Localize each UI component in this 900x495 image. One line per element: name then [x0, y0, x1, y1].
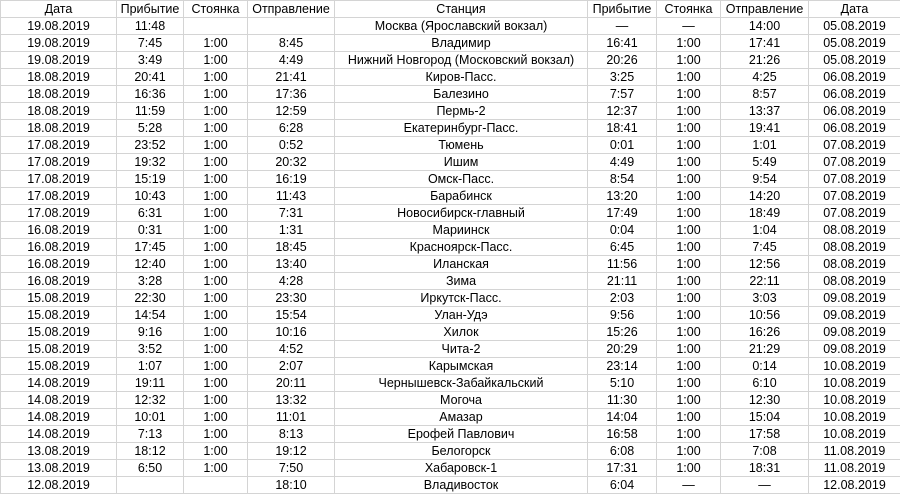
cell-station[interactable]: Москва (Ярославский вокзал) — [335, 18, 588, 35]
cell-date-right[interactable]: 08.08.2019 — [809, 239, 900, 256]
cell-departure-right[interactable]: 1:01 — [721, 137, 809, 154]
cell-stop-right[interactable]: 1:00 — [657, 273, 721, 290]
table-row — [1, 18, 900, 35]
table-row — [1, 35, 900, 52]
cell-date-left[interactable]: 17.08.2019 — [1, 137, 117, 154]
cell-arrival-left[interactable]: 0:31 — [117, 222, 184, 239]
cell-departure-right[interactable]: 4:25 — [721, 69, 809, 86]
cell-arrival-right[interactable]: 9:56 — [588, 307, 657, 324]
cell-date-left[interactable]: 15.08.2019 — [1, 341, 117, 358]
cell-station[interactable]: Омск-Пасс. — [335, 171, 588, 188]
table-row — [1, 290, 900, 307]
cell-departure-left[interactable]: 16:19 — [248, 171, 335, 188]
cell-departure-right[interactable]: 17:41 — [721, 35, 809, 52]
cell-departure-right[interactable]: 3:03 — [721, 290, 809, 307]
cell-date-left[interactable]: 16.08.2019 — [1, 239, 117, 256]
cell-date-left[interactable]: 18.08.2019 — [1, 69, 117, 86]
cell-station[interactable]: Новосибирск-главный — [335, 205, 588, 222]
cell-date-left[interactable]: 16.08.2019 — [1, 273, 117, 290]
cell-date-right[interactable]: 05.08.2019 — [809, 18, 900, 35]
cell-date-left[interactable]: 12.08.2019 — [1, 477, 117, 494]
cell-departure-left[interactable]: 4:52 — [248, 341, 335, 358]
cell-date-right[interactable]: 09.08.2019 — [809, 341, 900, 358]
cell-date-left[interactable]: 15.08.2019 — [1, 290, 117, 307]
cell-arrival-right[interactable]: 15:26 — [588, 324, 657, 341]
cell-date-right[interactable]: 10.08.2019 — [809, 375, 900, 392]
cell-stop-left[interactable]: 1:00 — [184, 86, 248, 103]
cell-departure-left[interactable]: 8:45 — [248, 35, 335, 52]
cell-station[interactable]: Балезино — [335, 86, 588, 103]
cell-stop-left[interactable]: 1:00 — [184, 290, 248, 307]
cell-date-left[interactable]: 19.08.2019 — [1, 52, 117, 69]
cell-departure-left[interactable]: 19:12 — [248, 443, 335, 460]
cell-date-left[interactable]: 17.08.2019 — [1, 154, 117, 171]
cell-stop-left[interactable]: 1:00 — [184, 171, 248, 188]
cell-arrival-right[interactable]: 3:25 — [588, 69, 657, 86]
cell-stop-left[interactable]: 1:00 — [184, 375, 248, 392]
cell-arrival-left[interactable]: 7:45 — [117, 35, 184, 52]
cell-departure-right[interactable]: 15:04 — [721, 409, 809, 426]
cell-departure-right[interactable]: 14:20 — [721, 188, 809, 205]
cell-station[interactable]: Нижний Новгород (Московский вокзал) — [335, 52, 588, 69]
cell-date-right[interactable]: 06.08.2019 — [809, 103, 900, 120]
cell-station[interactable]: Улан-Удэ — [335, 307, 588, 324]
cell-date-left[interactable]: 15.08.2019 — [1, 324, 117, 341]
cell-stop-right[interactable]: 1:00 — [657, 358, 721, 375]
cell-departure-right[interactable]: 16:26 — [721, 324, 809, 341]
cell-stop-right[interactable]: 1:00 — [657, 341, 721, 358]
cell-departure-left[interactable]: 13:40 — [248, 256, 335, 273]
cell-stop-right[interactable]: 1:00 — [657, 409, 721, 426]
cell-departure-right[interactable]: 7:45 — [721, 239, 809, 256]
cell-date-left[interactable]: 13.08.2019 — [1, 443, 117, 460]
table-row — [1, 154, 900, 171]
cell-departure-left[interactable] — [248, 18, 335, 35]
table-row — [1, 188, 900, 205]
cell-arrival-right[interactable]: 8:54 — [588, 171, 657, 188]
cell-station[interactable]: Иркутск-Пасс. — [335, 290, 588, 307]
cell-departure-left[interactable]: 8:13 — [248, 426, 335, 443]
cell-date-left[interactable]: 17.08.2019 — [1, 171, 117, 188]
cell-arrival-right[interactable]: 7:57 — [588, 86, 657, 103]
cell-date-left[interactable]: 17.08.2019 — [1, 188, 117, 205]
cell-date-right[interactable]: 12.08.2019 — [809, 477, 900, 494]
table-row — [1, 477, 900, 494]
cell-arrival-left[interactable]: 14:54 — [117, 307, 184, 324]
cell-departure-left[interactable]: 15:54 — [248, 307, 335, 324]
cell-date-right[interactable]: 05.08.2019 — [809, 35, 900, 52]
cell-date-right[interactable]: 08.08.2019 — [809, 222, 900, 239]
cell-arrival-left[interactable]: 6:31 — [117, 205, 184, 222]
table-row — [1, 171, 900, 188]
cell-stop-left[interactable] — [184, 18, 248, 35]
header-station[interactable]: Станция — [335, 1, 588, 18]
cell-date-left[interactable]: 15.08.2019 — [1, 358, 117, 375]
cell-arrival-left[interactable]: 11:48 — [117, 18, 184, 35]
cell-date-left[interactable]: 14.08.2019 — [1, 409, 117, 426]
cell-date-right[interactable]: 10.08.2019 — [809, 358, 900, 375]
cell-date-right[interactable]: 07.08.2019 — [809, 171, 900, 188]
cell-date-left[interactable]: 19.08.2019 — [1, 18, 117, 35]
cell-arrival-left[interactable]: 6:50 — [117, 460, 184, 477]
cell-stop-left[interactable]: 1:00 — [184, 69, 248, 86]
cell-date-right[interactable]: 07.08.2019 — [809, 205, 900, 222]
cell-date-left[interactable]: 14.08.2019 — [1, 392, 117, 409]
cell-station[interactable]: Ерофей Павлович — [335, 426, 588, 443]
cell-arrival-right[interactable]: 13:20 — [588, 188, 657, 205]
table-row — [1, 273, 900, 290]
cell-departure-right[interactable]: 1:04 — [721, 222, 809, 239]
cell-arrival-right[interactable]: 0:04 — [588, 222, 657, 239]
cell-arrival-right[interactable]: 2:03 — [588, 290, 657, 307]
cell-stop-left[interactable]: 1:00 — [184, 154, 248, 171]
cell-arrival-left[interactable]: 19:32 — [117, 154, 184, 171]
cell-stop-left[interactable]: 1:00 — [184, 222, 248, 239]
cell-departure-left[interactable]: 20:11 — [248, 375, 335, 392]
cell-stop-left[interactable]: 1:00 — [184, 426, 248, 443]
cell-arrival-left[interactable]: 5:28 — [117, 120, 184, 137]
cell-arrival-right[interactable]: 14:04 — [588, 409, 657, 426]
cell-stop-right[interactable]: 1:00 — [657, 137, 721, 154]
cell-arrival-left[interactable]: 18:12 — [117, 443, 184, 460]
cell-departure-right[interactable]: 19:41 — [721, 120, 809, 137]
cell-stop-left[interactable]: 1:00 — [184, 239, 248, 256]
cell-departure-left[interactable]: 13:32 — [248, 392, 335, 409]
cell-station[interactable]: Красноярск-Пасс. — [335, 239, 588, 256]
cell-station[interactable]: Зима — [335, 273, 588, 290]
cell-arrival-right[interactable]: 18:41 — [588, 120, 657, 137]
cell-station[interactable]: Владимир — [335, 35, 588, 52]
cell-arrival-left[interactable]: 10:01 — [117, 409, 184, 426]
header-arrival-right[interactable]: Прибытие — [588, 1, 657, 18]
cell-arrival-right[interactable]: 0:01 — [588, 137, 657, 154]
cell-date-right[interactable]: 07.08.2019 — [809, 188, 900, 205]
table-row — [1, 239, 900, 256]
cell-stop-right[interactable]: 1:00 — [657, 222, 721, 239]
table-row — [1, 137, 900, 154]
cell-arrival-left[interactable]: 16:36 — [117, 86, 184, 103]
cell-stop-right[interactable]: 1:00 — [657, 69, 721, 86]
cell-stop-right[interactable]: 1:00 — [657, 443, 721, 460]
cell-departure-right[interactable]: 17:58 — [721, 426, 809, 443]
cell-arrival-left[interactable]: 9:16 — [117, 324, 184, 341]
cell-station[interactable]: Тюмень — [335, 137, 588, 154]
cell-stop-left[interactable]: 1:00 — [184, 392, 248, 409]
cell-date-right[interactable]: 05.08.2019 — [809, 52, 900, 69]
cell-departure-left[interactable]: 7:31 — [248, 205, 335, 222]
cell-arrival-right[interactable]: 6:04 — [588, 477, 657, 494]
cell-departure-left[interactable]: 10:16 — [248, 324, 335, 341]
cell-departure-left[interactable]: 0:52 — [248, 137, 335, 154]
cell-stop-left[interactable]: 1:00 — [184, 137, 248, 154]
cell-arrival-right[interactable]: — — [588, 18, 657, 35]
cell-stop-left[interactable]: 1:00 — [184, 35, 248, 52]
cell-departure-left[interactable]: 6:28 — [248, 120, 335, 137]
cell-departure-right[interactable]: 18:31 — [721, 460, 809, 477]
cell-stop-right[interactable]: 1:00 — [657, 188, 721, 205]
cell-stop-left[interactable]: 1:00 — [184, 120, 248, 137]
cell-date-left[interactable]: 15.08.2019 — [1, 307, 117, 324]
cell-arrival-right[interactable]: 17:49 — [588, 205, 657, 222]
cell-stop-right[interactable]: 1:00 — [657, 375, 721, 392]
cell-arrival-right[interactable]: 16:58 — [588, 426, 657, 443]
cell-stop-right[interactable]: 1:00 — [657, 120, 721, 137]
cell-departure-left[interactable]: 2:07 — [248, 358, 335, 375]
cell-stop-left[interactable]: 1:00 — [184, 205, 248, 222]
cell-departure-right[interactable]: 0:14 — [721, 358, 809, 375]
cell-departure-right[interactable]: 10:56 — [721, 307, 809, 324]
cell-arrival-right[interactable]: 6:45 — [588, 239, 657, 256]
cell-stop-left[interactable]: 1:00 — [184, 460, 248, 477]
table-row — [1, 324, 900, 341]
cell-stop-right[interactable]: 1:00 — [657, 460, 721, 477]
cell-stop-left[interactable] — [184, 477, 248, 494]
cell-station[interactable]: Хабаровск-1 — [335, 460, 588, 477]
cell-stop-left[interactable]: 1:00 — [184, 341, 248, 358]
cell-stop-left[interactable]: 1:00 — [184, 103, 248, 120]
cell-arrival-right[interactable]: 20:29 — [588, 341, 657, 358]
cell-departure-left[interactable]: 12:59 — [248, 103, 335, 120]
cell-arrival-left[interactable]: 19:11 — [117, 375, 184, 392]
cell-stop-left[interactable]: 1:00 — [184, 52, 248, 69]
cell-arrival-left[interactable]: 7:13 — [117, 426, 184, 443]
cell-arrival-left[interactable]: 15:19 — [117, 171, 184, 188]
cell-station[interactable]: Барабинск — [335, 188, 588, 205]
cell-arrival-right[interactable]: 20:26 — [588, 52, 657, 69]
cell-departure-right[interactable]: 5:49 — [721, 154, 809, 171]
header-row — [1, 1, 900, 18]
cell-stop-left[interactable]: 1:00 — [184, 307, 248, 324]
header-date-right[interactable]: Дата — [809, 1, 900, 18]
table-row — [1, 460, 900, 477]
header-date-left[interactable]: Дата — [1, 1, 117, 18]
cell-date-right[interactable]: 06.08.2019 — [809, 69, 900, 86]
cell-departure-left[interactable]: 4:28 — [248, 273, 335, 290]
cell-departure-right[interactable]: 21:26 — [721, 52, 809, 69]
cell-departure-right[interactable]: 14:00 — [721, 18, 809, 35]
cell-station[interactable]: Амазар — [335, 409, 588, 426]
cell-stop-right[interactable]: 1:00 — [657, 324, 721, 341]
cell-station[interactable]: Чернышевск-Забайкальский — [335, 375, 588, 392]
table-row — [1, 426, 900, 443]
cell-arrival-left[interactable]: 10:43 — [117, 188, 184, 205]
cell-arrival-left[interactable]: 3:49 — [117, 52, 184, 69]
cell-departure-left[interactable]: 18:45 — [248, 239, 335, 256]
cell-departure-left[interactable]: 11:43 — [248, 188, 335, 205]
cell-stop-right[interactable]: 1:00 — [657, 52, 721, 69]
cell-departure-left[interactable]: 23:30 — [248, 290, 335, 307]
cell-stop-right[interactable]: 1:00 — [657, 154, 721, 171]
cell-stop-left[interactable]: 1:00 — [184, 273, 248, 290]
cell-departure-right[interactable]: 12:56 — [721, 256, 809, 273]
cell-station[interactable]: Чита-2 — [335, 341, 588, 358]
cell-stop-left[interactable]: 1:00 — [184, 443, 248, 460]
cell-stop-left[interactable]: 1:00 — [184, 256, 248, 273]
cell-station[interactable]: Могоча — [335, 392, 588, 409]
cell-arrival-right[interactable]: 11:56 — [588, 256, 657, 273]
table-row — [1, 120, 900, 137]
cell-station[interactable]: Пермь-2 — [335, 103, 588, 120]
cell-date-left[interactable]: 14.08.2019 — [1, 375, 117, 392]
cell-stop-right[interactable]: 1:00 — [657, 256, 721, 273]
cell-date-right[interactable]: 07.08.2019 — [809, 137, 900, 154]
cell-date-right[interactable]: 09.08.2019 — [809, 307, 900, 324]
cell-arrival-right[interactable]: 12:37 — [588, 103, 657, 120]
table-row — [1, 307, 900, 324]
cell-departure-right[interactable]: 8:57 — [721, 86, 809, 103]
cell-departure-left[interactable]: 20:32 — [248, 154, 335, 171]
table-row — [1, 205, 900, 222]
table-row — [1, 256, 900, 273]
cell-station[interactable]: Иланская — [335, 256, 588, 273]
cell-departure-right[interactable]: 22:11 — [721, 273, 809, 290]
cell-arrival-left[interactable]: 20:41 — [117, 69, 184, 86]
cell-date-left[interactable]: 18.08.2019 — [1, 120, 117, 137]
cell-departure-right[interactable]: 12:30 — [721, 392, 809, 409]
header-departure-left[interactable]: Отправление — [248, 1, 335, 18]
table-row — [1, 409, 900, 426]
table-row — [1, 443, 900, 460]
cell-station[interactable]: Ишим — [335, 154, 588, 171]
cell-departure-left[interactable]: 1:31 — [248, 222, 335, 239]
table-body — [1, 18, 900, 494]
cell-stop-right[interactable]: 1:00 — [657, 205, 721, 222]
cell-date-right[interactable]: 06.08.2019 — [809, 86, 900, 103]
cell-stop-right[interactable]: 1:00 — [657, 426, 721, 443]
cell-station[interactable]: Мариинск — [335, 222, 588, 239]
cell-stop-left[interactable]: 1:00 — [184, 409, 248, 426]
cell-stop-right[interactable]: 1:00 — [657, 392, 721, 409]
cell-arrival-left[interactable]: 3:52 — [117, 341, 184, 358]
cell-stop-left[interactable]: 1:00 — [184, 324, 248, 341]
cell-stop-right[interactable]: — — [657, 18, 721, 35]
cell-arrival-left[interactable]: 17:45 — [117, 239, 184, 256]
cell-arrival-right[interactable]: 17:31 — [588, 460, 657, 477]
cell-arrival-left[interactable]: 23:52 — [117, 137, 184, 154]
cell-station[interactable]: Хилок — [335, 324, 588, 341]
cell-arrival-right[interactable]: 11:30 — [588, 392, 657, 409]
cell-date-right[interactable]: 10.08.2019 — [809, 409, 900, 426]
cell-departure-right[interactable]: 9:54 — [721, 171, 809, 188]
cell-departure-left[interactable]: 17:36 — [248, 86, 335, 103]
cell-date-right[interactable]: 09.08.2019 — [809, 290, 900, 307]
cell-stop-right[interactable]: 1:00 — [657, 86, 721, 103]
table-row — [1, 375, 900, 392]
header-stop-right[interactable]: Стоянка — [657, 1, 721, 18]
cell-date-left[interactable]: 18.08.2019 — [1, 103, 117, 120]
table-row — [1, 222, 900, 239]
cell-arrival-right[interactable]: 23:14 — [588, 358, 657, 375]
cell-arrival-right[interactable]: 21:11 — [588, 273, 657, 290]
cell-station[interactable]: Киров-Пасс. — [335, 69, 588, 86]
cell-date-left[interactable]: 18.08.2019 — [1, 86, 117, 103]
header-departure-right[interactable]: Отправление — [721, 1, 809, 18]
cell-date-right[interactable]: 09.08.2019 — [809, 324, 900, 341]
cell-departure-right[interactable]: — — [721, 477, 809, 494]
cell-date-right[interactable]: 10.08.2019 — [809, 392, 900, 409]
cell-stop-right[interactable]: 1:00 — [657, 239, 721, 256]
cell-date-left[interactable]: 16.08.2019 — [1, 256, 117, 273]
cell-departure-left[interactable]: 4:49 — [248, 52, 335, 69]
cell-arrival-left[interactable]: 11:59 — [117, 103, 184, 120]
cell-arrival-right[interactable]: 6:08 — [588, 443, 657, 460]
cell-stop-left[interactable]: 1:00 — [184, 188, 248, 205]
cell-arrival-left[interactable]: 12:32 — [117, 392, 184, 409]
cell-date-right[interactable]: 08.08.2019 — [809, 256, 900, 273]
cell-arrival-left[interactable]: 1:07 — [117, 358, 184, 375]
cell-stop-right[interactable]: 1:00 — [657, 103, 721, 120]
cell-date-left[interactable]: 13.08.2019 — [1, 460, 117, 477]
cell-date-right[interactable]: 08.08.2019 — [809, 273, 900, 290]
cell-date-right[interactable]: 10.08.2019 — [809, 426, 900, 443]
table-row — [1, 103, 900, 120]
cell-station[interactable]: Белогорск — [335, 443, 588, 460]
cell-arrival-left[interactable]: 22:30 — [117, 290, 184, 307]
cell-stop-right[interactable]: 1:00 — [657, 307, 721, 324]
cell-arrival-right[interactable]: 16:41 — [588, 35, 657, 52]
cell-departure-left[interactable]: 21:41 — [248, 69, 335, 86]
cell-departure-left[interactable]: 18:10 — [248, 477, 335, 494]
cell-date-left[interactable]: 17.08.2019 — [1, 205, 117, 222]
cell-arrival-left[interactable] — [117, 477, 184, 494]
cell-stop-left[interactable]: 1:00 — [184, 358, 248, 375]
cell-stop-right[interactable]: — — [657, 477, 721, 494]
table-row — [1, 392, 900, 409]
cell-date-right[interactable]: 11.08.2019 — [809, 460, 900, 477]
cell-departure-left[interactable]: 11:01 — [248, 409, 335, 426]
cell-station[interactable]: Владивосток — [335, 477, 588, 494]
cell-arrival-right[interactable]: 5:10 — [588, 375, 657, 392]
cell-station[interactable]: Карымская — [335, 358, 588, 375]
table-row — [1, 341, 900, 358]
cell-date-left[interactable]: 14.08.2019 — [1, 426, 117, 443]
cell-departure-right[interactable]: 7:08 — [721, 443, 809, 460]
cell-date-right[interactable]: 06.08.2019 — [809, 120, 900, 137]
table-row — [1, 52, 900, 69]
cell-departure-left[interactable]: 7:50 — [248, 460, 335, 477]
cell-arrival-left[interactable]: 3:28 — [117, 273, 184, 290]
cell-stop-right[interactable]: 1:00 — [657, 171, 721, 188]
cell-station[interactable]: Екатеринбург-Пасс. — [335, 120, 588, 137]
cell-stop-right[interactable]: 1:00 — [657, 35, 721, 52]
cell-date-left[interactable]: 19.08.2019 — [1, 35, 117, 52]
table-row — [1, 86, 900, 103]
cell-date-right[interactable]: 11.08.2019 — [809, 443, 900, 460]
cell-departure-right[interactable]: 13:37 — [721, 103, 809, 120]
cell-departure-right[interactable]: 18:49 — [721, 205, 809, 222]
cell-departure-right[interactable]: 21:29 — [721, 341, 809, 358]
cell-date-right[interactable]: 07.08.2019 — [809, 154, 900, 171]
cell-arrival-left[interactable]: 12:40 — [117, 256, 184, 273]
cell-stop-right[interactable]: 1:00 — [657, 290, 721, 307]
header-stop-left[interactable]: Стоянка — [184, 1, 248, 18]
table-row — [1, 69, 900, 86]
table-row — [1, 358, 900, 375]
header-arrival-left[interactable]: Прибытие — [117, 1, 184, 18]
cell-date-left[interactable]: 16.08.2019 — [1, 222, 117, 239]
cell-departure-right[interactable]: 6:10 — [721, 375, 809, 392]
cell-arrival-right[interactable]: 4:49 — [588, 154, 657, 171]
